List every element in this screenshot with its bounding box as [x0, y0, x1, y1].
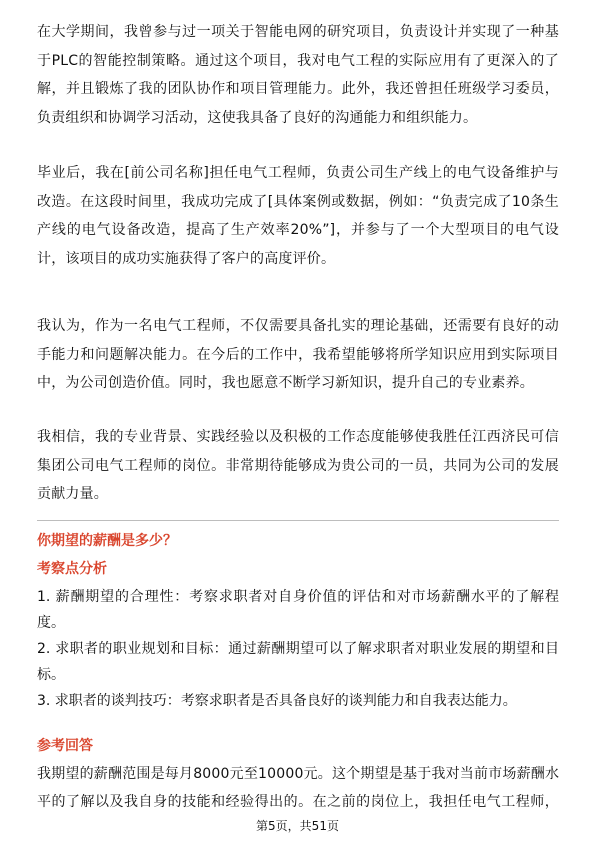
analysis-item: [37, 636, 559, 688]
text-line: 贡献力量。: [37, 486, 108, 503]
paragraph-work-experience: [37, 159, 559, 273]
paragraph-conclusion: [37, 423, 559, 509]
text-line: 1. 薪酬期望的合理性：考察求职者对自身价值的评估和对市场薪酬水平的了解程: [37, 589, 559, 605]
text-line: 解，并且锻炼了我的团队协作和项目管理能力。此外，我还曾担任班级学习委员，: [37, 81, 559, 98]
answer-paragraph: [37, 760, 559, 816]
text-line: 手能力和问题解决能力。在今后的工作中，我希望能够将所学知识应用到实际项目: [37, 346, 559, 363]
text-line: 产线的电气设备改造，提高了生产效率20%”]，并参与了一个大型项目的电气设: [37, 222, 559, 239]
text-line: 集团公司电气工程师的岗位。非常期待能够成为贵公司的一员，共同为公司的发展: [37, 457, 559, 474]
text-line: 度。: [37, 615, 65, 631]
text-line: 在大学期间，我曾参与过一项关于智能电网的研究项目，负责设计并实现了一种基: [37, 24, 559, 40]
page-number: 第5页，共51页: [256, 819, 339, 833]
analysis-item: [37, 584, 559, 636]
text-line: 中，为公司创造价值。同时，我也愿意不断学习新知识，提升自己的专业素养。: [37, 375, 534, 392]
text-line: 3. 求职者的谈判技巧：考察求职者是否具备良好的谈判能力和自我表达能力。: [37, 693, 517, 709]
text-line: 于PLC的智能控制策略。通过这个项目，我对电气工程的实际应用有了更深入的了: [37, 52, 559, 69]
text-line: 我期望的薪酬范围是每月8000元至10000元。这个期望是基于我对当前市场薪酬水: [37, 766, 560, 782]
analysis-heading: 考察点分析: [37, 561, 107, 577]
text-line: 平的了解以及我自身的技能和经验得出的。在之前的岗位上，我担任电气工程师，: [37, 794, 559, 810]
text-line: 改造。在这段时间里，我成功完成了[具体案例或数据，例如：“负责完成了10条生: [37, 193, 559, 210]
text-line: 2. 求职者的职业规划和目标：通过薪酬期望可以了解求职者对职业发展的期望和目: [37, 641, 559, 657]
text-line: 我认为，作为一名电气工程师，不仅需要具备扎实的理论基础，还需要有良好的动: [37, 318, 559, 334]
analysis-item: [37, 688, 559, 714]
analysis-list: [37, 584, 559, 714]
text-line: 负责组织和协调学习活动，这使我具备了良好的沟通能力和组织能力。: [37, 109, 478, 126]
text-line: 标。: [37, 667, 65, 683]
text-line: 计，该项目的成功实施获得了客户的高度评价。: [37, 250, 336, 267]
text-line: 我相信，我的专业背景、实践经验以及积极的工作态度能够使我胜任江西济民可信: [37, 429, 559, 445]
question-title: 你期望的薪酬是多少？: [37, 533, 177, 549]
answer-heading: 参考回答: [37, 738, 93, 754]
text-line: 毕业后，我在[前公司名称]担任电气工程师，负责公司生产线上的电气设备维护与: [37, 165, 559, 181]
section-divider: [37, 520, 559, 521]
paragraph-career-view: [37, 312, 559, 398]
paragraph-university-experience: [37, 18, 559, 132]
